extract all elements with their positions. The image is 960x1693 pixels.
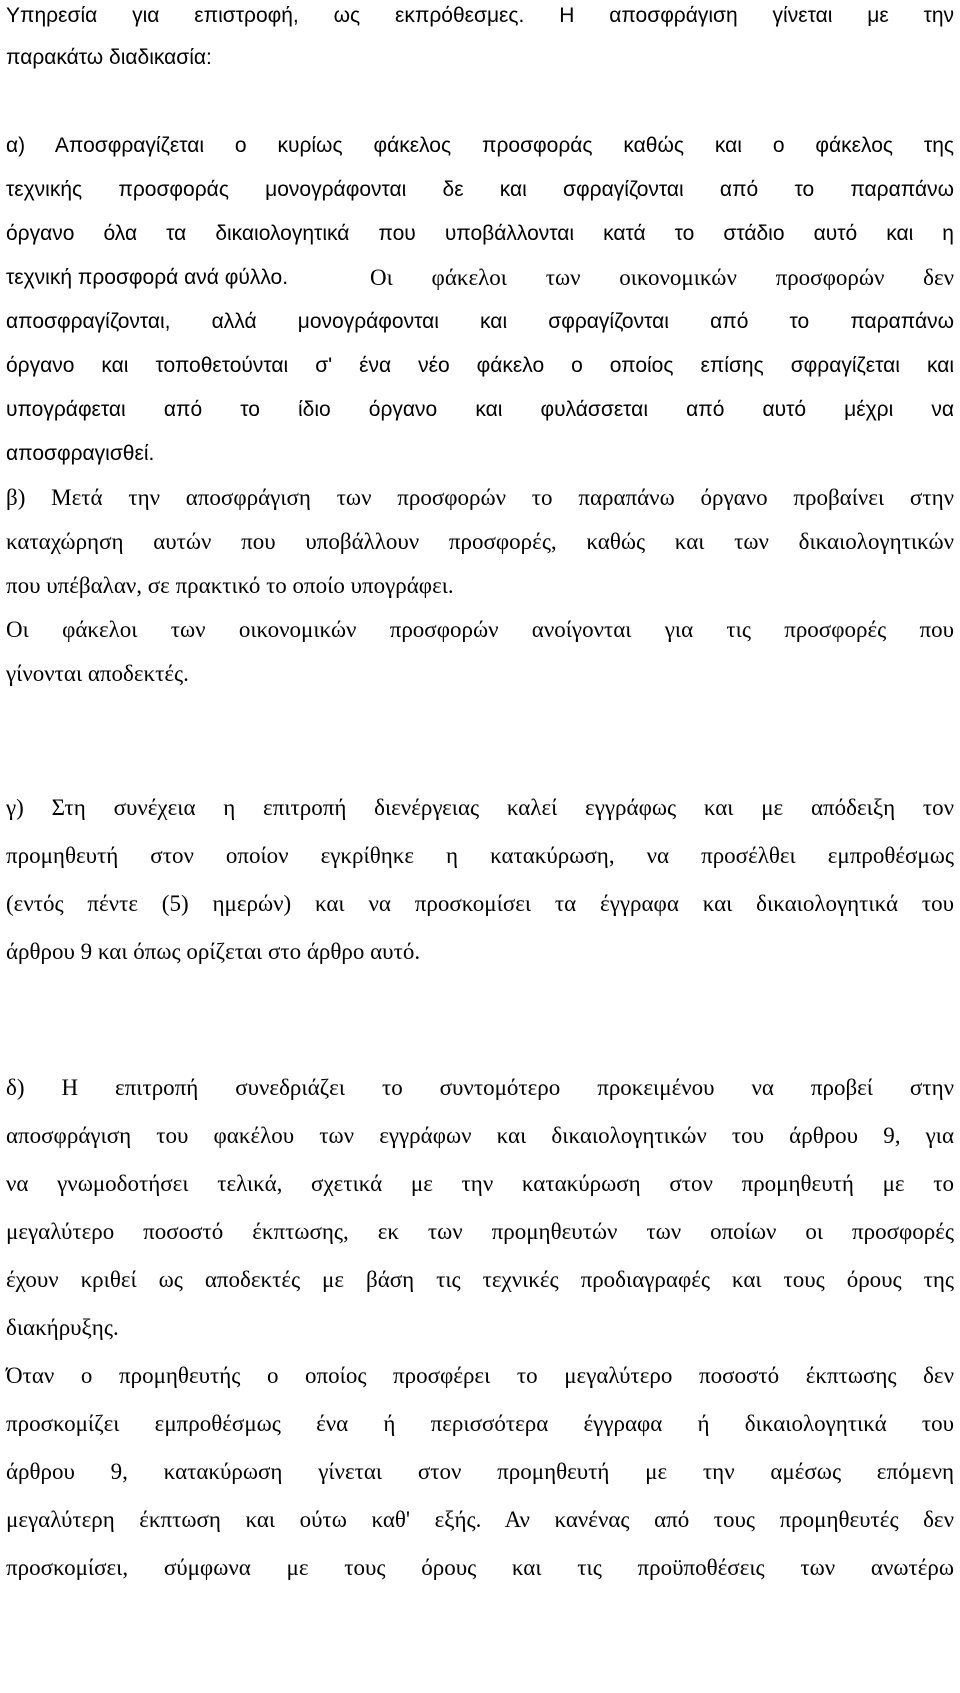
text-line: (εντός πέντε (5) ημερών) και να προσκομίσει τα έγγραφα και δικαιολογητικά του	[6, 891, 954, 916]
text-line: διακήρυξης.	[6, 1315, 119, 1340]
text-line: προσκομίσει, σύμφωνα με τους όρους και τις προϋποθέσεις των ανωτέρω	[6, 1555, 954, 1580]
text-line: προμηθευτή στον οποίον εγκρίθηκε η κατακύρωση, να προσέλθει εμπροθέσμως	[6, 843, 954, 868]
text-line: να γνωμοδοτήσει τελικά, σχετικά με την κατακύρωση στον προμηθευτή με το	[6, 1171, 954, 1196]
text-line: δ) Η επιτροπή συνεδριάζει το συντομότερο προκειμένου να προβεί στην	[6, 1075, 954, 1100]
text-line: γ) Στη συνέχεια η επιτροπή διενέργειας καλεί εγγράφως και με απόδειξη τον	[6, 795, 954, 820]
text-line: Οι φάκελοι των οικονομικών προσφορών ανοίγονται για τις προσφορές που	[6, 617, 954, 642]
text-line: παρακάτω διαδικασία:	[6, 46, 212, 69]
text-line: β) Μετά την αποσφράγιση των προσφορών το παραπάνω όργανο προβαίνει στην	[6, 485, 954, 510]
text-line: όργανο όλα τα δικαιολογητικά που υποβάλλονται κατά το στάδιο αυτό και η	[6, 222, 954, 245]
text-line: αποσφραγίζονται, αλλά μονογράφονται και σφραγίζονται από το παραπάνω	[6, 310, 954, 333]
text-line: Όταν ο προμηθευτής ο οποίος προσφέρει το μεγαλύτερο ποσοστό έκπτωσης δεν	[6, 1363, 954, 1388]
text-line: Οι φάκελοι των οικονομικών προσφορών δεν	[370, 265, 954, 290]
text-line: αποσφραγισθεί.	[6, 442, 155, 465]
text-line: μεγαλύτερο ποσοστό έκπτωσης, εκ των προμηθευτών των οποίων οι προσφορές	[6, 1219, 954, 1244]
text-line: καταχώρηση αυτών που υποβάλλουν προσφορές, καθώς και των δικαιολογητικών	[6, 529, 954, 554]
text-line: όργανο και τοποθετούνται σ' ένα νέο φάκελο ο οποίος επίσης σφραγίζεται και	[6, 354, 954, 377]
text-line: που υπέβαλαν, σε πρακτικό το οποίο υπογράφει.	[6, 573, 454, 598]
text-line: άρθρου 9 και όπως ορίζεται στο άρθρο αυτό.	[6, 939, 421, 964]
text-line: προσκομίζει εμπροθέσμως ένα ή περισσότερα έγγραφα ή δικαιολογητικά του	[6, 1411, 954, 1436]
text-line: τεχνική προσφορά ανά φύλλο.	[6, 266, 289, 289]
text-line: Υπηρεσία για επιστροφή, ως εκπρόθεσμες. Η αποσφράγιση γίνεται με την	[6, 4, 954, 27]
text-line: μεγαλύτερη έκπτωση και ούτω καθ' εξής. Αν κανένας από τους προμηθευτές δεν	[6, 1507, 954, 1532]
text-line: υπογράφεται από το ίδιο όργανο και φυλάσσεται από αυτό μέχρι να	[6, 398, 954, 421]
text-line: γίνονται αποδεκτές.	[6, 661, 189, 686]
text-line: έχουν κριθεί ως αποδεκτές με βάση τις τεχνικές προδιαγραφές και τους όρους της	[6, 1267, 954, 1292]
text-line: άρθρου 9, κατακύρωση γίνεται στον προμηθευτή με την αμέσως επόμενη	[6, 1459, 954, 1484]
text-line: αποσφράγιση του φακέλου των εγγράφων και δικαιολογητικών του άρθρου 9, για	[6, 1123, 954, 1148]
text-line: τεχνικής προσφοράς μονογράφονται δε και σφραγίζονται από το παραπάνω	[6, 178, 954, 201]
text-line: α) Αποσφραγίζεται ο κυρίως φάκελος προσφοράς καθώς και ο φάκελος της	[6, 134, 954, 157]
